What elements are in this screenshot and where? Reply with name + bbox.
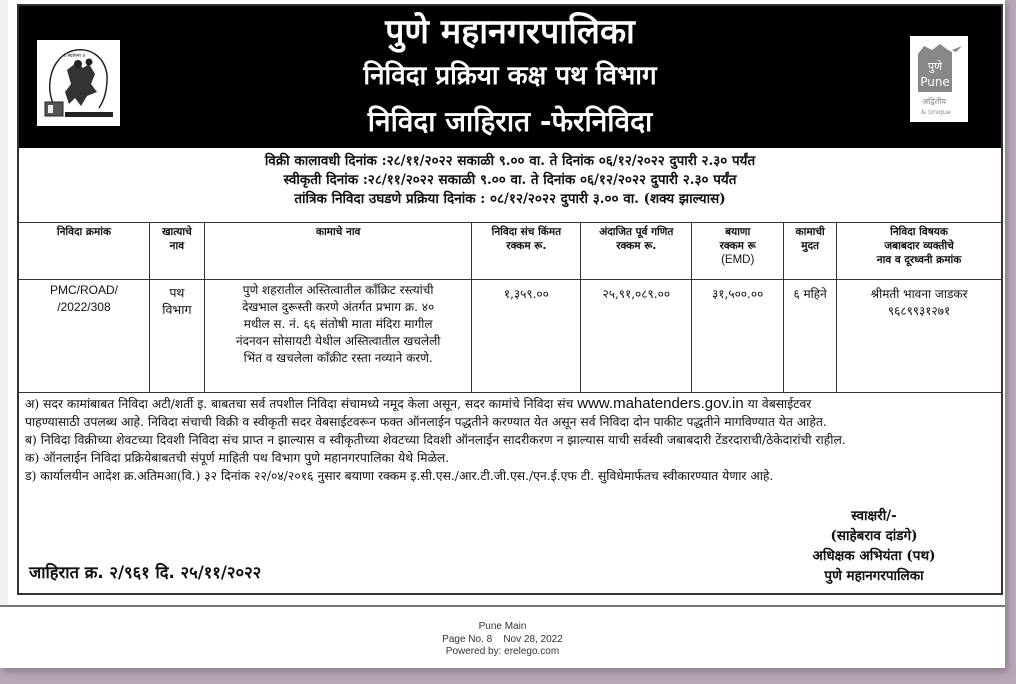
acceptance-period: स्वीकृती दिनांक :२८/११/२०२२ सकाळी ९.०० वा. ते दिनांक ०६/१२/२०२२ दुपारी २.३० पर्यंत (283, 172, 737, 188)
col-header-contact: निविदा विषयक जबाबदार व्यक्तीचे नाव व दूरध्वनी क्रमांक (837, 223, 1002, 280)
edition-name: Pune Main (478, 621, 527, 632)
col-header-work-name: कामाचे नाव (204, 223, 472, 280)
signatory-organization: पुणे महानगरपालिका (824, 568, 924, 584)
schedule-dates (19, 152, 1001, 209)
note-d: ड) कार्यालयीन आदेश क्र.अतिमआ(वि.) ३२ दिनांक २२/०४/२०१६ नुसार बयाणा रक्कम इ.सी.एस./आर.टी.जी.एस./एन.ई.एफ टी. सुविधेमार्फतच स्वीकारण्यात येणार आहे. (25, 469, 774, 483)
emd-amount: ३१,५००.०० (692, 280, 784, 393)
note-a: अ) सदर कामांबाबत निविदा अटी/शर्ती इ. बाबतचा सर्व तपशील निविदा संचामध्ये नमूद केला असून, सदर कामांचे निविदा संच www.mahatenders.gov.in या वेबसाईटवर (25, 395, 812, 412)
advertisement-number: जाहिरात क्र. २/९६१ दि. २५/११/२०२२ (29, 563, 262, 582)
terms-notes (25, 395, 1000, 485)
logo-tagline-mr: अद्वितीय (921, 97, 947, 106)
estimated-cost: २५,९१,०८९.०० (581, 280, 692, 393)
tender-notice (17, 4, 1003, 595)
signatory-name: (साहेबराव दांडगे) (830, 528, 918, 544)
note-b: ब) निविदा विक्रीच्या शेवटच्या दिवशी निविदा संच प्राप्त न झाल्यास व स्वीकृतीच्या शेवटच्या दिवशी ऑनलाईन सादरीकरण न झाल्यास याची सर्वस्वी जबाबदारी टेंडरदाराची/ठेकेदारांची राहील. (25, 433, 846, 447)
tender-table (18, 222, 1002, 393)
department-subtitle: निविदा प्रक्रिया कक्ष पथ विभाग (363, 61, 657, 91)
work-duration: ६ महिने (784, 280, 837, 393)
col-header-set-price: निविदा संच किंमत रक्कम रू. (472, 223, 581, 280)
logo-text-devanagari: पुणे (927, 60, 943, 73)
footer-divider (0, 605, 1005, 607)
tender-number: PMC/ROAD/ /2022/308 (19, 280, 150, 393)
logo-text-latin: Pune (920, 75, 950, 89)
col-header-department: खात्याचे नाव (149, 223, 204, 280)
set-price: १,३५९.०० (472, 280, 581, 393)
work-name: पुणे शहरातील अस्तित्वातील कॉंक्रिट रस्त्यांची देखभाल दुरूस्ती करणे अंतर्गत प्रभाग क्र. ४० मधील स. नं. ६६ संतोषी माता मंदिरा मागील नंदनवन सोसायटी येथील अस्तित्वातील खचलेली भिंत व खचलेला कॉंक्रीट रस्ता नव्याने करणे. (204, 280, 472, 393)
page-footer (0, 621, 1005, 659)
corporation-title: पुणे महानगरपालिका (385, 12, 635, 52)
department-name: पथ विभाग (149, 280, 204, 393)
technical-opening-date: तांत्रिक निविदा उघडणे प्रक्रिया दिनांक : ०८/१२/२०२२ दुपारी ३.०० वा. (शक्य झाल्यास) (294, 191, 726, 207)
note-c: क) ऑनलाईन निविदा प्रक्रियेबाबतची संपूर्ण माहिती पथ विभाग पुणे महानगरपालिका येथे मिळेल. (25, 451, 450, 465)
mahatenders-link[interactable]: www.mahatenders.gov.in (577, 395, 744, 412)
svg-text:॥ स्थापना ॥: ॥ स्थापना ॥ (63, 53, 86, 59)
pune-brand-logo-icon (910, 36, 968, 122)
col-header-duration: कामाची मुदत (784, 223, 837, 280)
powered-by: Powered by: erelego.com (445, 646, 560, 657)
signatory-designation: अधिक्षक अभियंता (पथ) (812, 548, 936, 564)
notice-header (19, 6, 1001, 148)
table-row (19, 280, 1002, 393)
col-header-tender-no: निविदा क्रमांक (19, 223, 150, 280)
contact-person: श्रीमती भावना जाडकर ९६८९९३१२७१ (837, 280, 1002, 393)
logo-tagline-en: & Unique (920, 108, 952, 116)
col-header-estimated-cost: अंदाजित पूर्व गणित रक्कम रू. (581, 223, 692, 280)
notice-type: निविदा जाहिरात -फेरनिविदा (367, 105, 653, 138)
table-header-row (19, 223, 1002, 280)
sale-period: विक्री कालावधी दिनांक :२८/११/२०२२ सकाळी ९.०० वा. ते दिनांक ०६/१२/२०२२ दुपारी २.३० पर्यंत (264, 153, 756, 169)
page-number-date: Page No. 8 Nov 28, 2022 (442, 633, 563, 645)
col-header-emd: बयाणा रक्कम रू (EMD) (692, 223, 784, 280)
signature-block (759, 506, 989, 586)
note-a-continued: पाहण्यासाठी उपलब्ध आहे. निविदा संचाची विक्री व स्वीकृती सदर वेबसाईटवरून फक्त ऑनलाईन पद्धतीने करण्यात येत असून सर्व निविदा दोन पाकीट पद्धतीने मागविण्यात येत आहेत. (25, 415, 827, 429)
left-gutter (0, 0, 8, 606)
signed-label: स्वाक्षरी/- (851, 508, 897, 524)
